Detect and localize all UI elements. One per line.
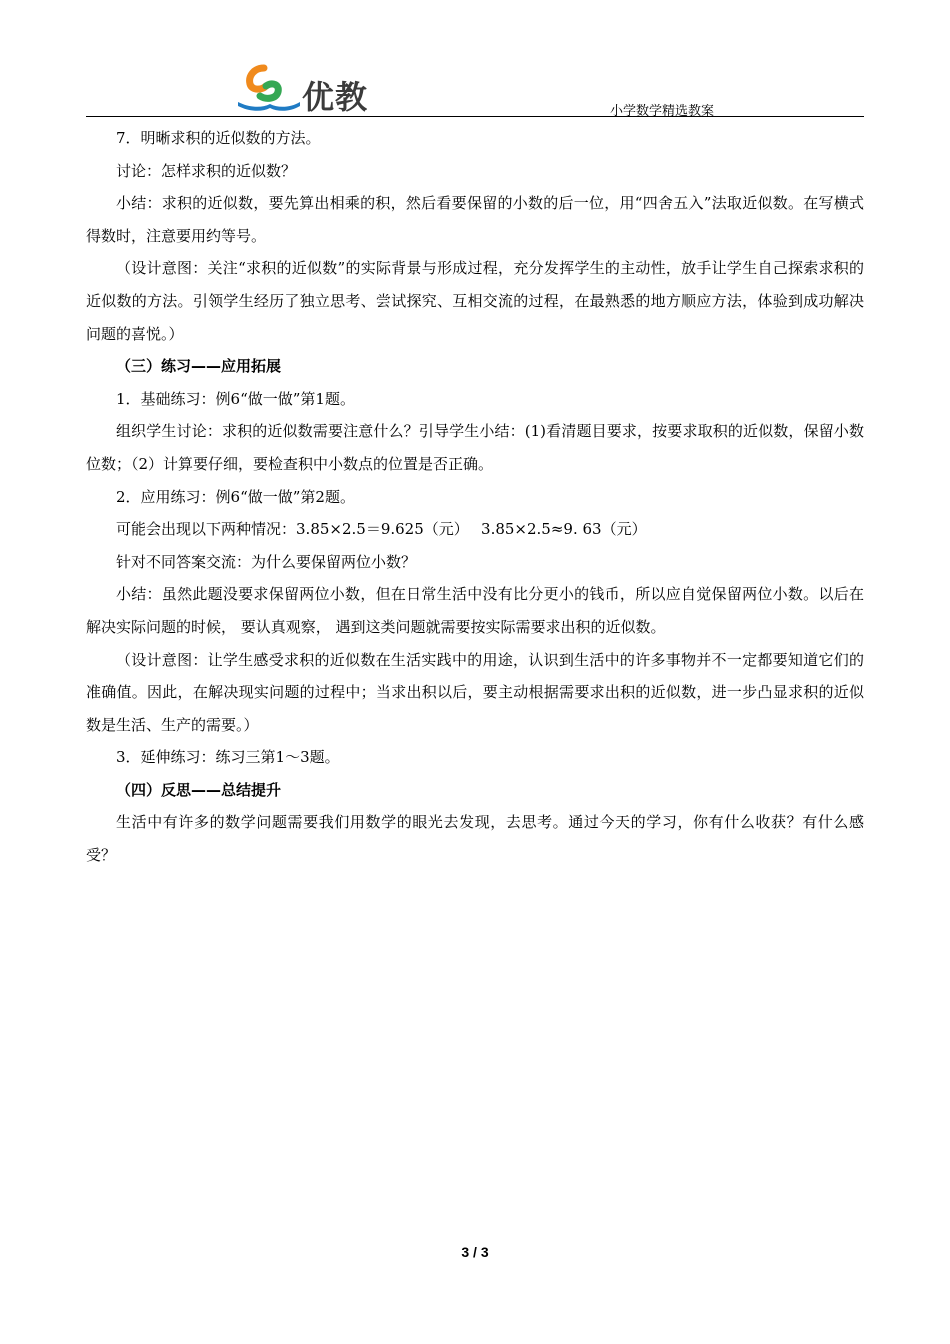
paragraph: 小结：虽然此题没要求保留两位小数，但在日常生活中没有比分更小的钱币，所以应自觉保留两位小数。以后在解决实际问题的时候， 要认真观察， 遇到这类问题就需要按实际需要求出积的近似数。 xyxy=(86,585,864,636)
paragraph: 1．基础练习：例6“做一做”第1题。 xyxy=(116,389,355,408)
logo-text: 优教 xyxy=(302,78,369,116)
paragraph: 小结：求积的近似数，要先算出相乘的积，然后看要保留的小数的后一位，用“四舍五入”法取近似数。在写横式得数时，注意要用约等号。 xyxy=(86,194,864,245)
paragraph: 2．应用练习：例6“做一做”第2题。 xyxy=(116,487,355,506)
header-divider xyxy=(86,116,864,117)
section-heading: （三）练习——应用拓展 xyxy=(116,357,282,376)
paragraph: 针对不同答案交流：为什么要保留两位小数？ xyxy=(116,552,417,571)
paragraph: 可能会出现以下两种情况：3.85×2.5＝9.625（元） 3.85×2.5≈9. 63（元） xyxy=(116,520,647,539)
brand-logo xyxy=(236,64,386,114)
paragraph: 7．明晰求积的近似数的方法。 xyxy=(116,129,321,147)
paragraph: 组织学生讨论：求积的近似数需要注意什么？引导学生小结：(1)看清题目要求，按要求取积的近似数，保留小数位数；（2）计算要仔细，要检查积中小数点的位置是否正确。 xyxy=(86,422,864,473)
page-number: 3 / 3 xyxy=(461,1244,489,1260)
paragraph: 讨论：怎样求积的近似数？ xyxy=(116,161,297,180)
document-category: 小学数学精选教案 xyxy=(609,104,714,119)
paragraph: （设计意图：关注“求积的近似数”的实际背景与形成过程，充分发挥学生的主动性，放手让学生自己探索求积的近似数的方法。引领学生经历了独立思考、尝试探究、互相交流的过程，在最熟悉的地方顺应方法，体验到成功解决问题的喜悦。） xyxy=(86,259,864,343)
document-body xyxy=(86,122,864,872)
paragraph: （设计意图：让学生感受求积的近似数在生活实践中的用途，认识到生活中的许多事物并不一定都要知道它们的准确值。因此，在解决现实问题的过程中；当求出积以后，要主动根据需要求出积的近似数，进一步凸显求积的近似数是生活、生产的需要。） xyxy=(86,650,864,734)
section-heading: （四）反思——总结提升 xyxy=(116,780,282,799)
paragraph: 生活中有许多的数学问题需要我们用数学的眼光去发现，去思考。通过今天的学习，你有什么收获？有什么感受？ xyxy=(86,813,864,865)
logo-icon xyxy=(236,64,302,112)
page-header xyxy=(86,64,864,118)
paragraph: 3．延伸练习：练习三第1～3题。 xyxy=(116,748,340,767)
